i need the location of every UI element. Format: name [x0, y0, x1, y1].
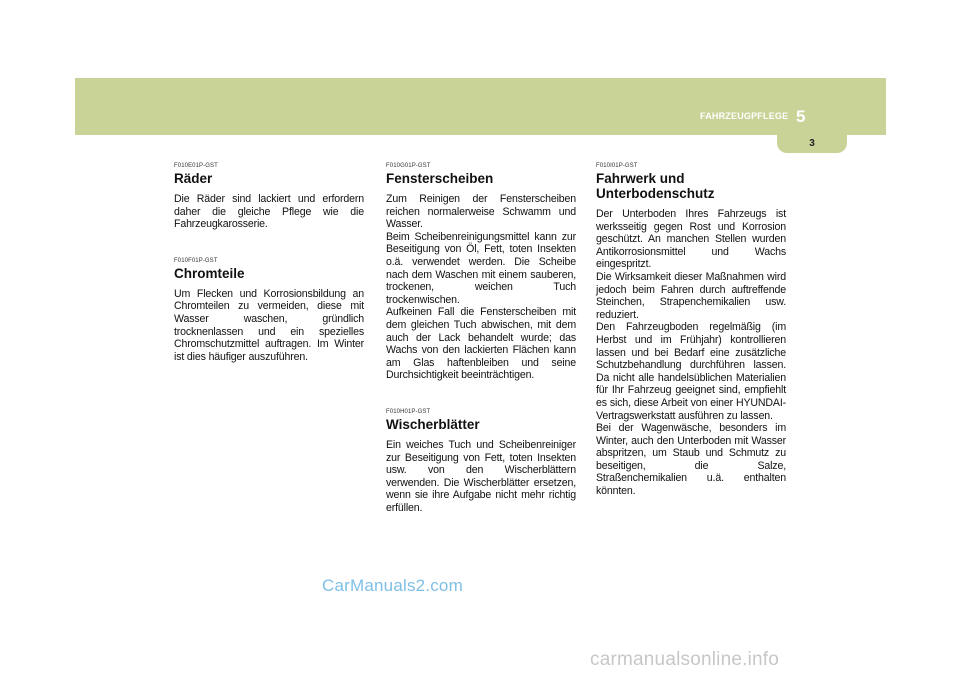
section-heading: Chromteile	[174, 265, 245, 281]
section-body: Um Flecken und Korrosionsbildung an Chromteilen zu vermeiden, diese mit Wasser waschen, gründlich trocknenlassen und ein spezielles Chromschutzmittel auftragen. Im Winter ist dies häufiger auszuführen.	[174, 287, 364, 363]
page-number: 3	[809, 138, 815, 149]
section-wischerblaetter	[386, 409, 576, 515]
section-chromteile	[174, 258, 364, 364]
section-code: F010E01P-GST	[174, 163, 218, 169]
section-body: Der Unterboden Ihres Fahrzeugs ist werksseitig gegen Rost und Korrosion geschützt. An manchen Stellen wurden Antikorrosionsmittel und Wachs eingespritzt. Die Wirksamkeit dieser Maßnahmen wird jedoch beim Fahren durch auftreffende Steinchen, Strapenchemikalien usw. reduziert. Den Fahrzeugboden regelmäßig (im Herbst und im Frühjahr) kontrollieren lassen und bei Bedarf eine zusätzliche Schutzbehandlung durchführen lassen. Da nicht alle handelsüblichen Materialien für Ihr Fahrzeug geeignet sind, empfiehlt es sich, diese Arbeit von einer HYUNDAI-Vertragswerkstatt ausführen zu lassen. Bei der Wagenwäsche, besonders im Winter, auch den Unterboden mit Wasser abspritzen, um Staub und Schmutz zu beseitigen, die Salze, Straßenchemikalien u.ä. enthalten könnten.	[596, 208, 786, 498]
section-code: F010I01P-GST	[596, 163, 638, 169]
column-2	[386, 163, 576, 541]
header-band	[75, 78, 886, 135]
section-body: Die Räder sind lackiert und erfordern daher die gleiche Pflege wie die Fahrzeugkarosserie.	[174, 193, 364, 231]
section-heading: Räder	[174, 171, 213, 186]
section-code: F010G01P-GST	[386, 163, 431, 169]
section-heading: Fahrwerk und Unterbodenschutz	[596, 171, 715, 201]
section-body: Ein weiches Tuch und Scheibenreiniger zur Beseitigung von Fett, toten Insekten usw. von den Wischerblättern verwenden. Die Wischerblätter ersetzen, wenn sie ihre Aufgabe nicht mehr richtig erfüllen.	[386, 438, 576, 514]
column-3	[596, 163, 786, 525]
section-heading: Wischerblätter	[386, 416, 480, 432]
section-code: F010F01P-GST	[174, 257, 218, 264]
section-code: F010H01P-GST	[386, 408, 431, 415]
page-number-tab	[777, 135, 847, 153]
footer-watermark[interactable]: carmanualsonline.info	[590, 649, 780, 670]
chapter-title: FAHRZEUGPFLEGE	[700, 111, 789, 121]
chapter-number: 5	[796, 107, 806, 126]
section-fensterscheiben	[386, 163, 576, 382]
watermark-carmanuals[interactable]: CarManuals2.com	[322, 576, 463, 595]
column-1	[174, 163, 364, 390]
section-heading: Fensterscheiben	[386, 171, 494, 186]
section-fahrwerk	[596, 163, 786, 498]
section-raeder	[174, 163, 364, 231]
section-body: Zum Reinigen der Fensterscheiben reichen normalerweise Schwamm und Wasser. Beim Scheibenreinigungsmittel kann zur Beseitigung von Öl, Fett, toten Insekten o.ä. verwendet werden. Die Scheibe nach dem Waschen mit einem sauberen, trockenen, weichen Tuch trockenwischen. Aufkeinen Fall die Fensterscheiben mit dem gleichen Tuch abwischen, mit dem auch der Lack behandelt wurde; das Wachs von den lackierten Flächen kann am Glas haftenbleiben und seine Durchsichtigkeit beeinträchtigen.	[386, 193, 576, 382]
